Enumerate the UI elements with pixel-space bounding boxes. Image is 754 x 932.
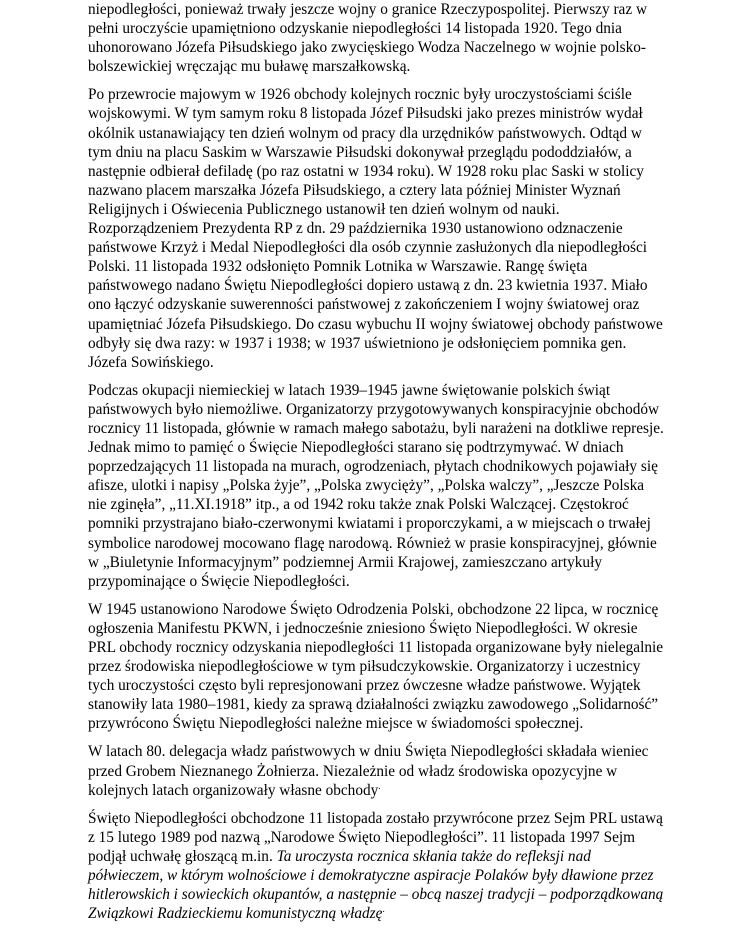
footnote-marker: . <box>382 904 385 915</box>
paragraph-2-text: Po przewrocie majowym w 1926 obchody kolejnych rocznic były uroczystościami ściśle wojskowymi. W tym samym roku 8 listopada Józef Piłsudski jako prezes ministrów wydał okólnik ustanawiający ten dzień wolnym od pracy dla urzędników państwowych. Odtąd w tym dniu na placu Saskim w Warszawie Piłsudski dokonywał przeglądu pododdziałów, a następnie odbierał defiladę (po raz ostatni w 1934 roku). W 1928 roku plac Saski w stolicy nazwano placem marszałka Józefa Piłsudskiego, a cztery lata później Minister Wyznań Religijnych i Oświecenia Publicznego ustanowił ten dzień wolnym od nauki. Rozporządzeniem Prezydenta RP z dn. 29 października 1930 ustanowiono odznaczenie państwowe Krzyż i Medal Niepodległości dla osób czynnie zasłużonych dla niepodległości Polski. 11 listopada 1932 odsłonięto Pomnik Lotnika w Warszawie. Rangę święta państwowego nadano Świętu Niepodległości dopiero ustawą z dn. 23 kwietnia 1937. Miało ono łączyć odzyskanie suwerenności państwowej z zakończeniem I wojny światowej oraz upamiętniać Józefa Piłsudskiego. Do czasu wybuchu II wojny światowej obchody państwowe odbyły się dwa razy: w 1937 i 1938; w 1937 uświetniono je odsłonięciem pomnika gen. Józefa Sowińskiego. <box>88 86 663 371</box>
paragraph-5-text: W latach 80. delegacja władz państwowych w dniu Święta Niepodległości składała wieniec przed Grobem Nieznanego Żołnierza. Niezależnie od władz środowiska opozycyjne w kolejnych latach organizowały własne obchody <box>88 743 649 799</box>
paragraph-1-text: niepodległości, ponieważ trwały jeszcze wojny o granice Rzeczypospolitej. Pierwszy raz w pełni uroczyście upamiętniono odzyskanie niepodległości 14 listopada 1920. Tego dnia uhonorowano Józefa Piłsudskiego jako zwycięskiego Wodza Naczelnego w wojnie polsko-bolszewickiej wręczając mu buławę marszałkowską. <box>88 1 647 76</box>
paragraph-1 <box>88 0 666 76</box>
paragraph-4 <box>88 600 666 734</box>
quote-italic: Ta uroczysta rocznica skłania także do refleksji nad półwieczem, w którym wolnościowe i demokratyczne aspiracje Polaków były dławione przez hitlerowskich i sowieckich okupantów, a następnie – obcą naszej tradycji – podporządkowaną Związkowi Radzieckiemu komunistyczną władzę <box>88 847 664 923</box>
footnote-marker: . <box>378 780 381 791</box>
paragraph-5 <box>88 742 666 799</box>
document-page <box>88 0 666 932</box>
paragraph-6 <box>88 809 666 924</box>
paragraph-3 <box>88 381 666 591</box>
paragraph-3-text: Podczas okupacji niemieckiej w latach 1939–1945 jawne świętowanie polskich świąt państwowych było niemożliwe. Organizatorzy przygotowywanych konspiracyjnie obchodów rocznicy 11 listopada, głównie w ramach małego sabotażu, byli narażeni na dotkliwe represje. Jednak mimo to pamięć o Święcie Niepodległości starano się podtrzymywać. W dniach poprzedzających 11 listopada na murach, ogrodzeniach, płytach chodnikowych pojawiały się afisze, ulotki i napisy „Polska żyje”, „Polska zwycięży”, „Polska walczy”, „Jeszcze Polska nie zginęła”, „11.XI.1918” itp., a od 1942 roku także znak Polski Walczącej. Częstokroć pomniki przystrajano biało-czerwonymi kwiatami i proporczykami, a w miejscach o trwałej symbolice narodowej mocowano flagę narodową. Również w prasie konspiracyjnej, głównie w „Biuletynie Informacyjnym” podziemnej Armii Krajowej, zamieszczano artykuły przypominające o Święcie Niepodległości. <box>88 381 664 590</box>
paragraph-2 <box>88 85 666 371</box>
paragraph-4-text: W 1945 ustanowiono Narodowe Święto Odrodzenia Polski, obchodzone 22 lipca, w rocznicę ogłoszenia Manifestu PKWN, i jednocześnie zniesiono Święto Niepodległości. W okresie PRL obchody rocznicy odzyskania niepodległości 11 listopada organizowane były nielegalnie przez środowiska niepodległościowe w tym piłsudczykowskie. Organizatorzy i uczestnicy tych uroczystości często byli represjonowani przez ówczesne władze państwowe. Wyjątek stanowiły lata 1980–1981, kiedy za sprawą działalności związku zawodowego „Solidarność” przywrócono Świętu Niepodległości należne miejsce w świadomości społecznej. <box>88 600 664 733</box>
paragraph-6-text: Święto Niepodległości obchodzone 11 listopada zostało przywrócone przez Sejm PRL ustawą z 15 lutego 1989 pod nazwą „Narodowe Święto Niepodległości”. 11 listopada 1997 Sejm podjął uchwałę głoszącą m.in. <box>88 809 663 865</box>
